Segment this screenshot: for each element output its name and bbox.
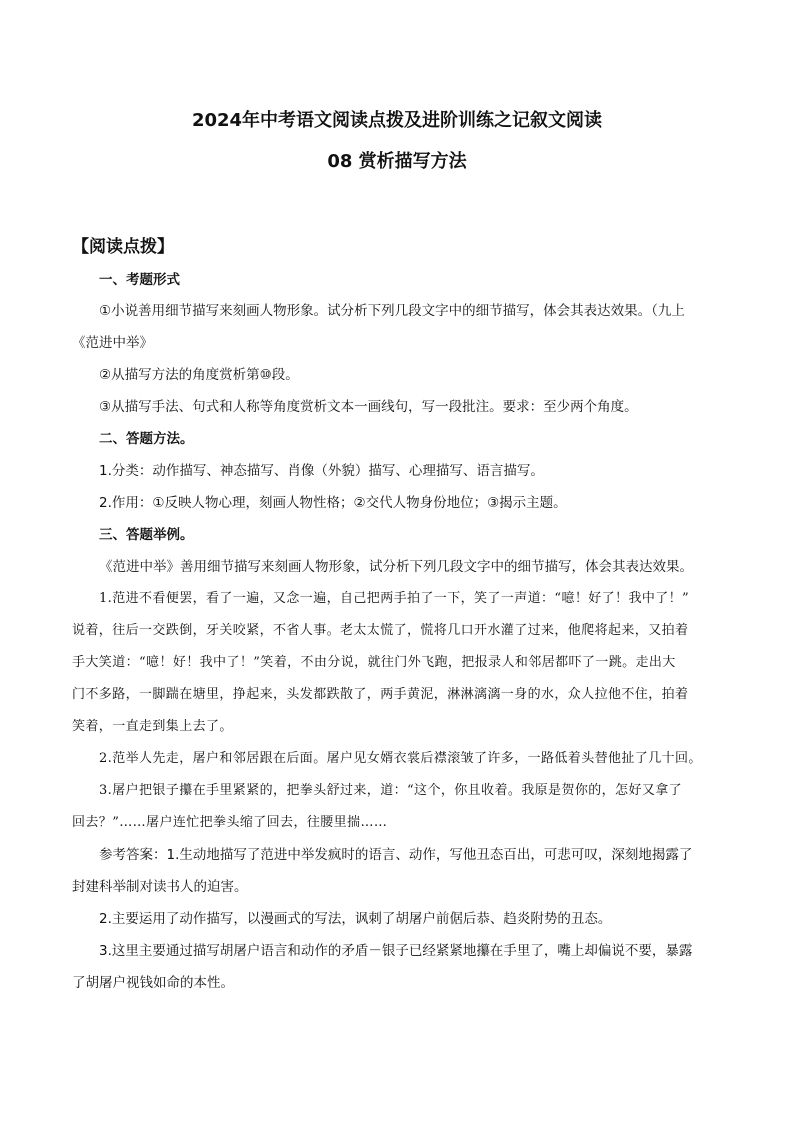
answer-line: 参考答案：1.生动地描写了范进中举发疯时的语言、动作，写他丑态百出，可悲可叹，深刻地揭露了 <box>99 847 693 863</box>
method-line: 2.作用：①反映人物心理，刻画人物性格；②交代人物身份地位；③揭示主题。 <box>99 495 567 511</box>
answer-line: 了胡屠户视钱如命的本性。 <box>72 975 234 991</box>
passage-line: 3.屠户把银子攥在手里紧紧的，把拳头舒过来，道：“这个，你且收着。我原是贺你的，怎好又拿了 <box>99 783 683 798</box>
question-line: ②从描写方法的角度赏析第⑩段。 <box>99 367 299 383</box>
heading-examples: 三、答题举例。 <box>99 527 194 543</box>
method-line: 1.分类：动作描写、神态描写、肖像（外貌）描写、心理描写、语言描写。 <box>99 463 544 479</box>
passage-line: 门不多路，一脚踹在塘里，挣起来，头发都跌散了，两手黄泥，淋淋漓漓一身的水，众人拉他不住，拍着 <box>72 687 689 702</box>
answer-line: 封建科举制对读书人的迫害。 <box>72 879 248 895</box>
heading-answer-method: 二、答题方法。 <box>99 431 194 447</box>
document-title: 2024年中考语文阅读点拨及进阶训练之记叙文阅读 <box>191 110 603 131</box>
question-line: 《范进中举》 <box>72 335 153 351</box>
passage-line: 笑着，一直走到集上去了。 <box>72 719 233 734</box>
section-header: 【阅读点拨】 <box>72 237 174 257</box>
passage-line: 2.范举人先走，屠户和邻居跟在后面。屠户见女婿衣裳后襟滚皱了许多，一路低着头替他扯了几十回。 <box>99 751 702 766</box>
answer-line: 2.主要运用了动作描写，以漫画式的写法，讽刺了胡屠户前倨后恭、趋炎附势的丑态。 <box>99 911 612 927</box>
document-subtitle: 08 赏析描写方法 <box>327 151 467 172</box>
passage-line: 说着，往后一交跌倒，牙关咬紧，不省人事。老太太慌了，慌将几口开水灌了过来，他爬将起来，又拍着 <box>72 623 689 638</box>
passage-line: 1.范进不看便罢，看了一遍，又念一遍，自己把两手拍了一下，笑了一声道：“噫！好了！我中了！” <box>99 591 690 606</box>
question-line: ①小说善用细节描写来刻画人物形象。试分析下列几段文字中的细节描写，体会其表达效果。（九上 <box>99 303 685 319</box>
question-line: ③从描写手法、句式和人称等角度赏析文本一画线句，写一段批注。要求：至少两个角度。 <box>99 399 638 415</box>
passage-line: 手大笑道：“噫！好！我中了！”笑着，不由分说，就往门外飞跑，把报录人和邻居都吓了一跳。走出大 <box>72 655 676 670</box>
passage-line: 回去？”……屠户连忙把拳头缩了回去，往腰里揣…… <box>72 815 388 830</box>
heading-question-form: 一、考题形式 <box>99 272 180 288</box>
example-intro: 《范进中举》善用细节描写来刻画人物形象，试分析下列几段文字中的细节描写，体会其表达效果。 <box>99 559 693 575</box>
answer-line: 3.这里主要通过描写胡屠户语言和动作的矛盾－银子已经紧紧地攥在手里了，嘴上却偏说不要，暴露 <box>99 943 693 959</box>
